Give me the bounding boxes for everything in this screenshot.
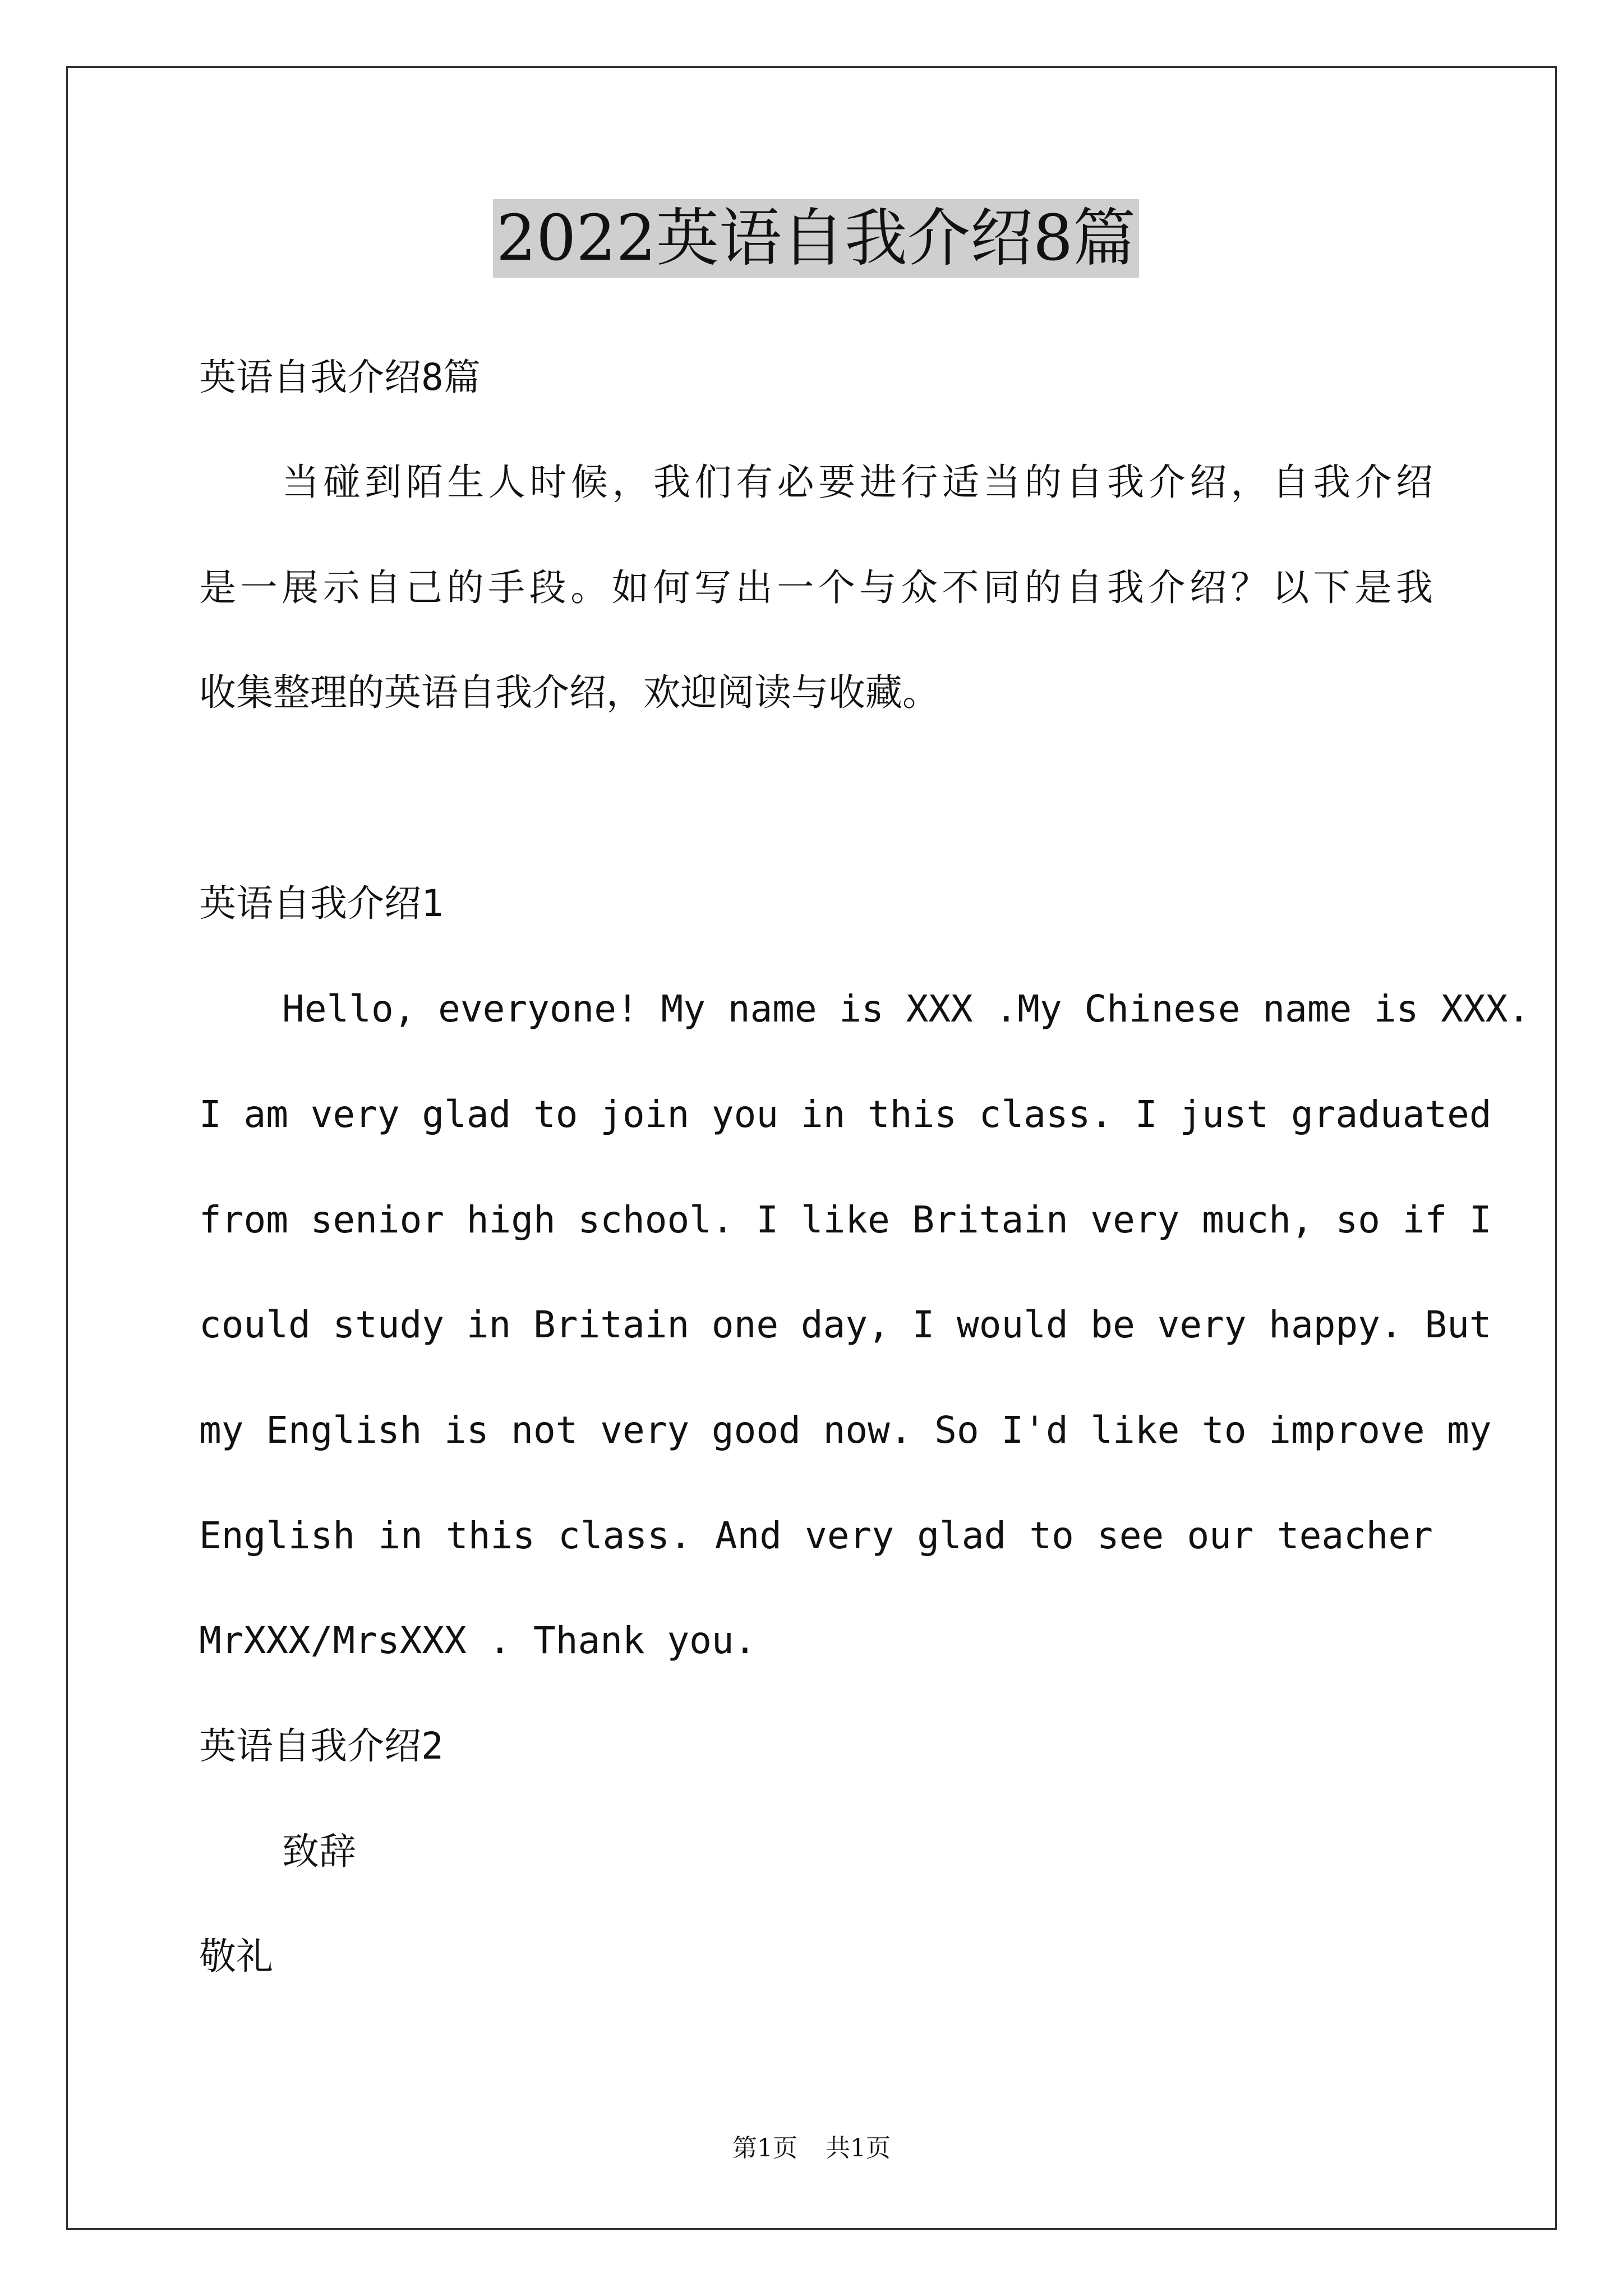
subtitle: 英语自我介绍8篇 [199,356,481,399]
section-1-line-5: my English is not very good now. So I'd like to improve my [199,1409,1492,1452]
section-2-line-2: 敬礼 [199,1935,273,1978]
section-1-line-6: English in this class. And very glad to see our teacher [199,1514,1433,1557]
section-2-line-1: 致辞 [282,1830,356,1873]
page-footer [0,2132,1623,2165]
title-container [199,199,1433,278]
document-title: 2022英语自我介绍8篇 [493,199,1139,278]
section-1-line-3: from senior high school. I like Britain very much, so if I [199,1198,1492,1241]
intro-line-1: 当碰到陌生人时候，我们有必要进行适当的自我介绍，自我介绍 [282,461,1433,504]
section-2-heading: 英语自我介绍2 [199,1724,444,1768]
section-1-line-2: I am very glad to join you in this class. I just graduated [199,1093,1492,1136]
page-number: 第1页 [732,2134,797,2162]
section-1-line-7: MrXXX/MrsXXX . Thank you. [199,1619,757,1662]
section-1-line-4: could study in Britain one day, I would be very happy. But [199,1303,1492,1346]
page-total: 共1页 [826,2134,891,2162]
section-1-line-1: Hello, everyone! My name is XXX .My Chinese name is XXX. [282,987,1530,1030]
intro-line-3: 收集整理的英语自我介绍，欢迎阅读与收藏。 [199,671,939,714]
intro-line-2: 是一展示自己的手段。如何写出一个与众不同的自我介绍？以下是我 [199,566,1433,609]
section-1-heading: 英语自我介绍1 [199,882,444,925]
